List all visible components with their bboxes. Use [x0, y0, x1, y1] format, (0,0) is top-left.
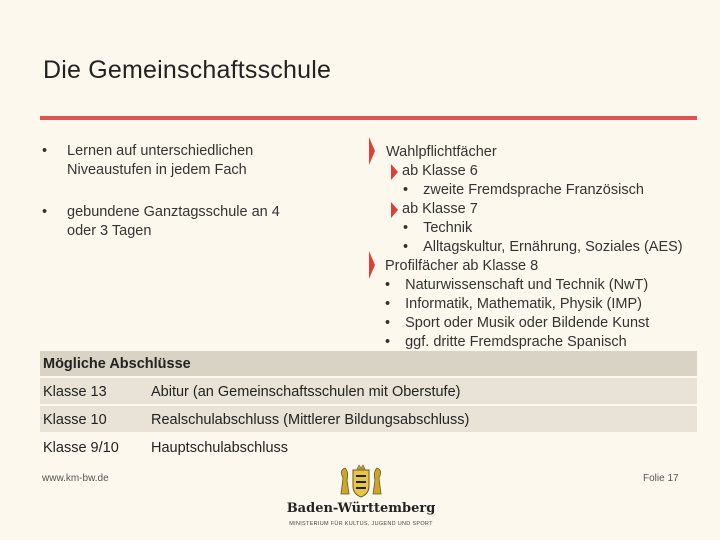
- bullet-icon: •: [403, 239, 409, 255]
- bullet-text-line: gebundene Ganztagsschule an 4: [67, 204, 280, 220]
- bullet-icon: •: [403, 220, 409, 236]
- subject-item: zweite Fremdsprache Französisch: [423, 182, 644, 198]
- table-cell-abschluss: Abitur (an Gemeinschaftsschulen mit Oberstufe): [151, 384, 461, 400]
- table-row: [40, 378, 697, 404]
- table-cell-abschluss: Realschulabschluss (Mittlerer Bildungsabschluss): [151, 412, 470, 428]
- list-item: [370, 181, 715, 200]
- bullet-icon: •: [385, 277, 391, 293]
- bullet-text-line: Lernen auf unterschiedlichen: [67, 143, 254, 159]
- right-subject-list: [370, 143, 715, 352]
- list-item: [40, 203, 340, 241]
- subject-item: Technik: [423, 220, 473, 236]
- heading-wahlpflicht: Wahlpflichtfächer: [386, 144, 497, 160]
- list-item: [370, 200, 715, 219]
- subject-item: ggf. dritte Fremdsprache Spanisch: [405, 334, 627, 350]
- footer-url: www.km-bw.de: [42, 473, 109, 484]
- subject-item: Sport oder Musik oder Bildende Kunst: [405, 315, 650, 331]
- bullet-icon: •: [385, 334, 391, 350]
- bullet-icon: •: [42, 143, 48, 159]
- table-cell-klasse: Klasse 13: [43, 384, 107, 400]
- triangle-marker-icon: [391, 202, 398, 218]
- triangle-marker-icon: [391, 164, 398, 180]
- subject-item: Informatik, Mathematik, Physik (IMP): [405, 296, 642, 312]
- left-bullet-list: [40, 142, 340, 264]
- table-header: Mögliche Abschlüsse: [40, 351, 697, 376]
- list-item: [370, 238, 715, 257]
- list-item: [370, 162, 715, 181]
- bullet-icon: •: [385, 296, 391, 312]
- list-item: [370, 276, 715, 295]
- logo-ministry-text: MINISTERIUM FÜR KULTUS, JUGEND UND SPORT: [289, 521, 433, 527]
- subheading-klasse6: ab Klasse 6: [402, 163, 478, 179]
- bullet-icon: •: [403, 182, 409, 198]
- table-cell-klasse: Klasse 10: [43, 412, 107, 428]
- bullet-text-line: oder 3 Tagen: [67, 223, 152, 239]
- degrees-table: [40, 351, 697, 460]
- list-item: [370, 295, 715, 314]
- list-item: [40, 142, 340, 180]
- baden-wuerttemberg-logo: [286, 464, 436, 536]
- bullet-icon: •: [42, 204, 48, 220]
- list-item: [370, 219, 715, 238]
- bullet-text-line: Niveaustufen in jedem Fach: [67, 162, 247, 178]
- title-divider: [40, 116, 697, 120]
- subheading-klasse7: ab Klasse 7: [402, 201, 478, 217]
- table-row: [40, 434, 697, 460]
- table-cell-abschluss: Hauptschulabschluss: [151, 440, 289, 456]
- slide-number: Folie 17: [643, 473, 679, 484]
- bullet-icon: •: [385, 315, 391, 331]
- table-cell-klasse: Klasse 9/10: [43, 440, 119, 456]
- subject-item: Naturwissenschaft und Technik (NwT): [405, 277, 649, 293]
- logo-wordmark: Baden-Württemberg: [286, 501, 436, 516]
- list-item: [370, 333, 715, 352]
- subject-item: Alltagskultur, Ernährung, Soziales (AES): [423, 239, 683, 255]
- table-row: [40, 406, 697, 432]
- slide-title: Die Gemeinschaftsschule: [43, 56, 332, 84]
- coat-of-arms-icon: [331, 464, 391, 500]
- heading-profil: Profilfächer ab Klasse 8: [385, 258, 539, 274]
- list-item: [370, 314, 715, 333]
